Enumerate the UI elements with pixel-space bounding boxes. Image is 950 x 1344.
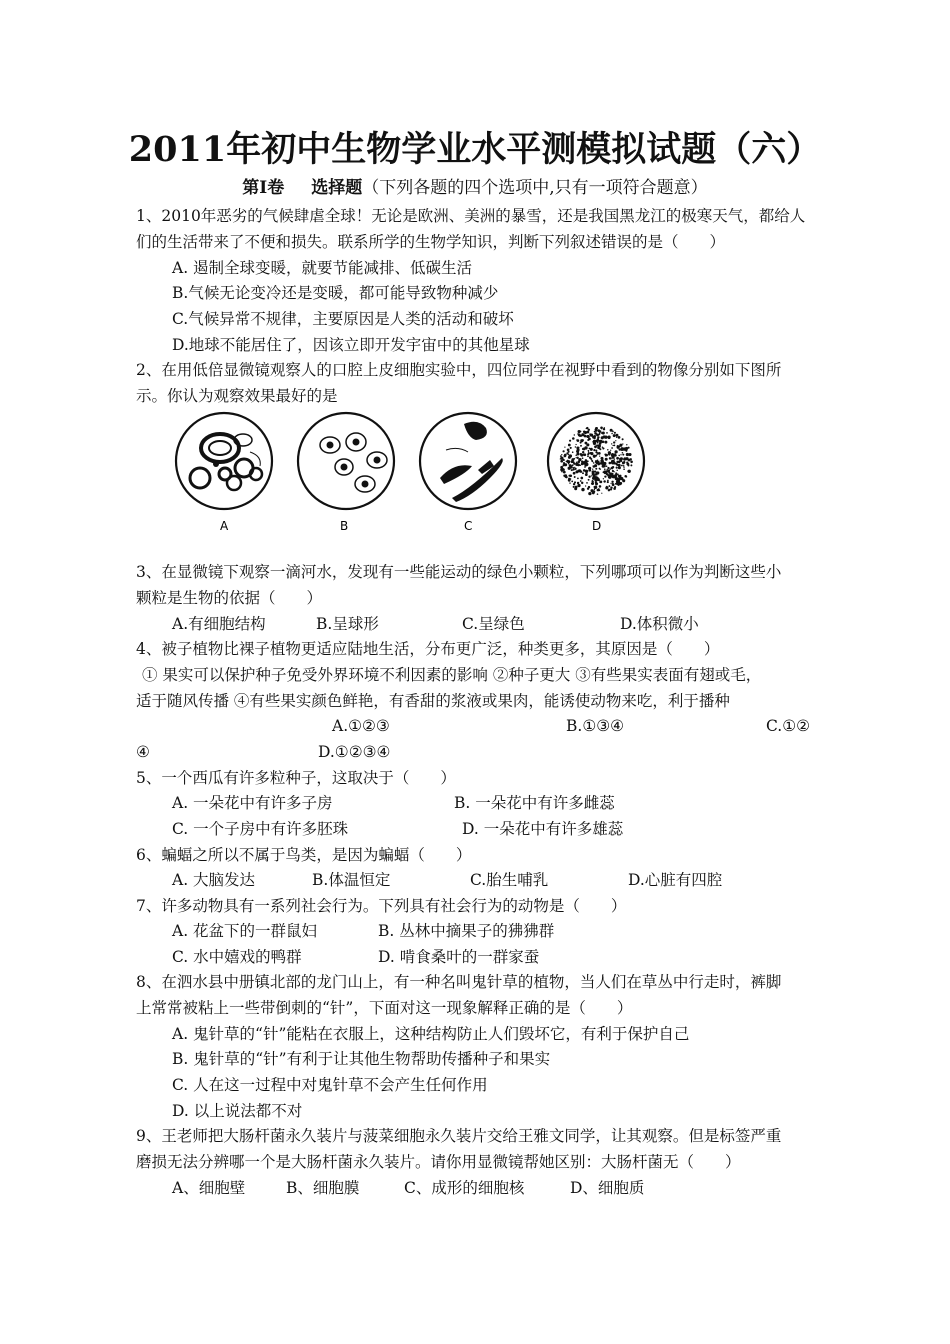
question-4-stem-line-3: 适于随风传播 ④有些果实颜色鲜艳，有香甜的浆液或果肉，能诱使动物来吃，利于播种 [136, 692, 730, 710]
question-9-option-b: B、细胞膜 [286, 1179, 360, 1197]
question-2-stem-line-1: 2、在用低倍显微镜观察人的口腔上皮细胞实验中，四位同学在视野中看到的物像分别如下图所 [136, 361, 782, 379]
question-8-stem-line-1: 8、在泗水县中册镇北部的龙门山上，有一种名叫鬼针草的植物，当人们在草丛中行走时，裤脚 [136, 973, 782, 991]
question-1-option-a: A. 遏制全球变暖，就要节能减排、低碳生活 [172, 259, 473, 277]
question-4-option-a: A.①②③ [332, 717, 390, 735]
question-5-option-c: C. 一个子房中有许多胚珠 [172, 820, 349, 838]
section-note: （下列各题的四个选项中,只有一项符合题意） [362, 178, 708, 198]
question-7-stem-line-1: 7、许多动物具有一系列社会行为。下列具有社会行为的动物是（ ） [136, 897, 627, 915]
question-6-stem-line-1: 6、蝙蝠之所以不属于鸟类，是因为蝙蝠（ ） [136, 846, 472, 864]
question-9-option-a: A、细胞壁 [172, 1179, 246, 1197]
question-8-option-c: C. 人在这一过程中对鬼针草不会产生任何作用 [172, 1076, 488, 1094]
question-1-option-b: B.气候无论变冷还是变暖，都可能导致物种减少 [172, 284, 499, 302]
question-6-option-b: B.体温恒定 [312, 871, 391, 889]
question-9-option-d: D、细胞质 [570, 1179, 645, 1197]
question-3-option-b: B.呈球形 [316, 615, 379, 633]
section-header [0, 176, 950, 200]
section-part: 第Ⅰ卷 [242, 178, 285, 198]
question-2-stem-line-2: 示。你认为观察效果最好的是 [136, 387, 338, 405]
question-1-stem-line-2: 们的生活带来了不便和损失。联系所学的生物学知识，判断下列叙述错误的是（ ） [136, 233, 726, 251]
question-6-option-d: D.心脏有四腔 [628, 871, 723, 889]
question-3-option-c: C.呈绿色 [462, 615, 525, 633]
question-7-option-b: B. 丛林中摘果子的狒狒群 [378, 922, 555, 940]
view-label-d: D [592, 519, 602, 533]
question-6-option-a: A. 大脑发达 [172, 871, 256, 889]
question-7-option-a: A. 花盆下的一群鼠妇 [172, 922, 318, 940]
question-4-option-b: B.①③④ [566, 717, 625, 735]
question-9-option-c: C、成形的细胞核 [404, 1179, 525, 1197]
microscope-view-a [176, 413, 272, 533]
microscope-view-d-figure [540, 410, 652, 540]
question-4-stem-line-2: ① 果实可以保护种子免受外界环境不利因素的影响 ②种子更大 ③有些果实表面有翅或毛， [142, 666, 762, 684]
question-7-option-c: C. 水中嬉戏的鸭群 [172, 948, 302, 966]
question-8-stem-line-2: 上常常被粘上一些带倒刺的“针”，下面对这一现象解释正确的是（ ） [136, 999, 633, 1017]
microscope-views-figure [172, 410, 532, 540]
microscope-view-b [298, 413, 394, 533]
question-4-option-d: D.①②③④ [318, 743, 391, 761]
page-title: 2011年初中生物学业水平测模拟试题（六） [128, 129, 822, 170]
question-5-option-a: A. 一朵花中有许多子房 [172, 794, 333, 812]
question-7-option-d: D. 啃食桑叶的一群家蚕 [378, 948, 540, 966]
question-8-option-a: A. 鬼针草的“针”能粘在衣服上，这种结构防止人们毁坏它，有利于保护自己 [172, 1025, 690, 1043]
question-1-stem-line-1: 1、2010年恶劣的气候肆虐全球！无论是欧洲、美洲的暴雪，还是我国黑龙江的极寒天气，都给人 [136, 207, 806, 225]
question-8-option-b: B. 鬼针草的“针”有利于让其他生物帮助传播种子和果实 [172, 1050, 551, 1068]
microscope-view-c [420, 413, 516, 533]
question-5-option-d: D. 一朵花中有许多雄蕊 [462, 820, 624, 838]
speckled-cells [560, 427, 633, 496]
question-4-option-c: C.①② [766, 717, 811, 735]
question-9-stem-line-2: 磨损无法分辨哪一个是大肠杆菌永久装片。请你用显微镜帮她区别：大肠杆菌无（ ） [136, 1153, 741, 1171]
question-1-option-c: C.气候异常不规律，主要原因是人类的活动和破坏 [172, 310, 514, 328]
question-1-option-d: D.地球不能居住了，因该立即开发宇宙中的其他星球 [172, 336, 530, 354]
question-4-stem-line-1: 4、被子植物比裸子植物更适应陆地生活，分布更广泛，种类更多，其原因是（ ） [136, 640, 720, 658]
question-3-option-a: A.有细胞结构 [172, 615, 266, 633]
question-5-option-b: B. 一朵花中有许多雌蕊 [454, 794, 615, 812]
question-3-stem-line-2: 颗粒是生物的依据（ ） [136, 589, 323, 607]
view-label-c: C [464, 519, 473, 533]
question-8-option-d: D. 以上说法都不对 [172, 1102, 303, 1120]
view-label-a: A [220, 519, 229, 533]
view-label-b: B [340, 519, 349, 533]
question-6-option-c: C.胎生哺乳 [470, 871, 549, 889]
question-4-option-c-continued: ④ [136, 743, 150, 761]
question-5-stem-line-1: 5、一个西瓜有许多粒种子，这取决于（ ） [136, 769, 456, 787]
section-name: 选择题 [311, 178, 363, 198]
question-9-stem-line-1: 9、王老师把大肠杆菌永久装片与菠菜细胞永久装片交给王雅文同学，让其观察。但是标签严重 [136, 1127, 782, 1145]
question-3-option-d: D.体积微小 [620, 615, 699, 633]
question-3-stem-line-1: 3、在显微镜下观察一滴河水，发现有一些能运动的绿色小颗粒，下列哪项可以作为判断这些小 [136, 563, 782, 581]
